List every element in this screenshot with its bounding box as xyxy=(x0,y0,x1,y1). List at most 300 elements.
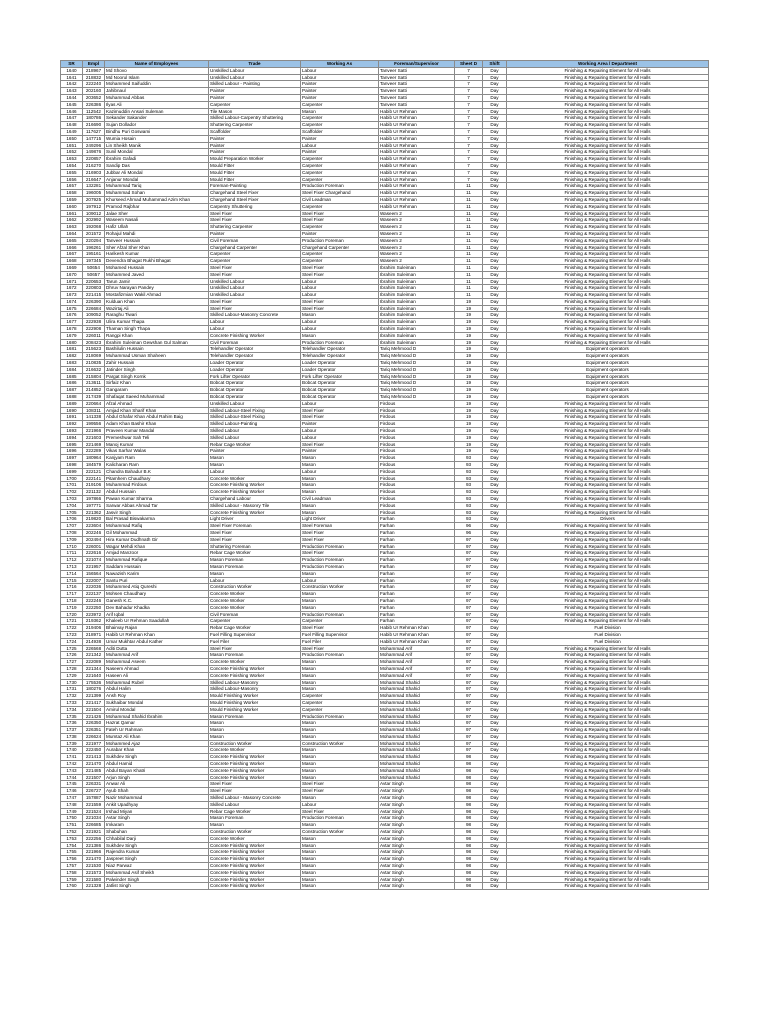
shift-cell[interactable]: Day xyxy=(483,550,507,557)
sheet-cell[interactable]: 7 xyxy=(455,115,483,122)
empl-cell[interactable]: 50654 xyxy=(83,264,105,271)
shift-cell[interactable]: Day xyxy=(483,468,507,475)
sheet-cell[interactable]: 19 xyxy=(455,319,483,326)
name-cell[interactable]: Bindhu Puri Goswami xyxy=(105,128,209,135)
sr-cell[interactable]: 1743 xyxy=(61,767,83,774)
working-as-cell[interactable]: Construction Worker xyxy=(301,829,379,836)
department-cell[interactable]: Finishing & Repairing Element for All Halls xyxy=(507,407,709,414)
empl-cell[interactable]: 226350 xyxy=(83,720,105,727)
table-row[interactable] xyxy=(61,258,709,265)
shift-cell[interactable]: Day xyxy=(483,747,507,754)
shift-cell[interactable]: Day xyxy=(483,713,507,720)
empl-cell[interactable]: 222616 xyxy=(83,550,105,557)
department-cell[interactable]: Finishing & Repairing Element for All Halls xyxy=(507,434,709,441)
empl-cell[interactable]: 222908 xyxy=(83,326,105,333)
sr-cell[interactable]: 1691 xyxy=(61,414,83,421)
working-as-cell[interactable]: Labour xyxy=(301,434,379,441)
empl-cell[interactable]: 213611 xyxy=(83,380,105,387)
foreman-cell[interactable]: Ibrahim Suleiman xyxy=(379,305,455,312)
department-cell[interactable]: Finishing & Repairing Element for All Halls xyxy=(507,428,709,435)
foreman-cell[interactable]: Habib Ur Rehman xyxy=(379,135,455,142)
table-row[interactable] xyxy=(61,842,709,849)
sheet-cell[interactable]: 11 xyxy=(455,258,483,265)
name-cell[interactable]: Abdul Hussain xyxy=(105,489,209,496)
shift-cell[interactable]: Day xyxy=(483,502,507,509)
name-cell[interactable]: Mostafizmian Wakil Ahmad xyxy=(105,292,209,299)
empl-cell[interactable]: 217439 xyxy=(83,394,105,401)
empl-cell[interactable]: 226727 xyxy=(83,788,105,795)
name-cell[interactable]: Abdul Hamid xyxy=(105,761,209,768)
empl-cell[interactable]: 221399 xyxy=(83,693,105,700)
working-as-cell[interactable]: Production Foreman xyxy=(301,563,379,570)
name-cell[interactable]: Mohammad Aseem xyxy=(105,659,209,666)
department-cell[interactable]: Finishing & Repairing Element for All Halls xyxy=(507,162,709,169)
foreman-cell[interactable]: Tariq Mehmood D xyxy=(379,346,455,353)
column-header-sr[interactable]: SR xyxy=(61,61,83,68)
sheet-cell[interactable]: 98 xyxy=(455,754,483,761)
department-cell[interactable]: Finishing & Repairing Element for All Halls xyxy=(507,210,709,217)
trade-cell[interactable]: Carpentry Shuttering xyxy=(209,203,301,210)
sr-cell[interactable]: 1714 xyxy=(61,570,83,577)
sheet-cell[interactable]: 97 xyxy=(455,536,483,543)
table-row[interactable] xyxy=(61,326,709,333)
sr-cell[interactable]: 1647 xyxy=(61,115,83,122)
shift-cell[interactable]: Day xyxy=(483,88,507,95)
shift-cell[interactable]: Day xyxy=(483,81,507,88)
empl-cell[interactable]: 221344 xyxy=(83,665,105,672)
foreman-cell[interactable]: Farhan xyxy=(379,557,455,564)
table-row[interactable] xyxy=(61,835,709,842)
sheet-cell[interactable]: 98 xyxy=(455,876,483,883)
table-row[interactable] xyxy=(61,108,709,115)
empl-cell[interactable]: 222089 xyxy=(83,659,105,666)
table-row[interactable] xyxy=(61,190,709,197)
table-row[interactable] xyxy=(61,822,709,829)
sr-cell[interactable]: 1701 xyxy=(61,482,83,489)
shift-cell[interactable]: Day xyxy=(483,428,507,435)
empl-cell[interactable]: 202246 xyxy=(83,529,105,536)
shift-cell[interactable]: Day xyxy=(483,210,507,217)
sheet-cell[interactable]: 93 xyxy=(455,502,483,509)
shift-cell[interactable]: Day xyxy=(483,162,507,169)
name-cell[interactable]: Palwinder Singh xyxy=(105,876,209,883)
sheet-cell[interactable]: 19 xyxy=(455,387,483,394)
sr-cell[interactable]: 1738 xyxy=(61,733,83,740)
sr-cell[interactable]: 1712 xyxy=(61,557,83,564)
department-cell[interactable]: Finishing & Repairing Element for All Halls xyxy=(507,149,709,156)
sheet-cell[interactable]: 7 xyxy=(455,149,483,156)
trade-cell[interactable]: Mould Finishing Worker xyxy=(209,693,301,700)
trade-cell[interactable]: Fuel Filling Supervisor xyxy=(209,631,301,638)
foreman-cell[interactable]: Mohammad Arif xyxy=(379,659,455,666)
working-as-cell[interactable]: Light Driver xyxy=(301,516,379,523)
working-as-cell[interactable]: Labour xyxy=(301,285,379,292)
empl-cell[interactable]: 222256 xyxy=(83,835,105,842)
name-cell[interactable]: Muhammad Arif xyxy=(105,652,209,659)
sheet-cell[interactable]: 19 xyxy=(455,400,483,407)
sheet-cell[interactable]: 98 xyxy=(455,842,483,849)
name-cell[interactable]: Muhammad Rafique xyxy=(105,557,209,564)
table-row[interactable] xyxy=(61,380,709,387)
name-cell[interactable]: Ibrahim Gafadi xyxy=(105,156,209,163)
working-as-cell[interactable]: Carpenter xyxy=(301,699,379,706)
empl-cell[interactable]: 215623 xyxy=(83,346,105,353)
empl-cell[interactable]: 222141 xyxy=(83,475,105,482)
sheet-cell[interactable]: 97 xyxy=(455,740,483,747)
trade-cell[interactable]: Shuttering Carpenter xyxy=(209,122,301,129)
empl-cell[interactable]: 221921 xyxy=(83,829,105,836)
department-cell[interactable]: Equipment operators xyxy=(507,366,709,373)
sr-cell[interactable]: 1747 xyxy=(61,795,83,802)
trade-cell[interactable]: Chargehand Labour xyxy=(209,496,301,503)
empl-cell[interactable]: 219406 xyxy=(83,625,105,632)
foreman-cell[interactable]: Avtar Singh xyxy=(379,822,455,829)
sheet-cell[interactable]: 97 xyxy=(455,625,483,632)
shift-cell[interactable]: Day xyxy=(483,686,507,693)
sr-cell[interactable]: 1688 xyxy=(61,394,83,401)
sr-cell[interactable]: 1735 xyxy=(61,713,83,720)
shift-cell[interactable]: Day xyxy=(483,169,507,176)
foreman-cell[interactable]: Habib Ur Rehman xyxy=(379,128,455,135)
sr-cell[interactable]: 1644 xyxy=(61,94,83,101)
shift-cell[interactable]: Day xyxy=(483,570,507,577)
department-cell[interactable]: Finishing & Repairing Element for All Halls xyxy=(507,672,709,679)
sr-cell[interactable]: 1727 xyxy=(61,659,83,666)
working-as-cell[interactable]: Fuel Filer xyxy=(301,638,379,645)
sr-cell[interactable]: 1711 xyxy=(61,550,83,557)
foreman-cell[interactable]: Farhan xyxy=(379,577,455,584)
sheet-cell[interactable]: 19 xyxy=(455,380,483,387)
working-as-cell[interactable]: Steel Fixer xyxy=(301,441,379,448)
trade-cell[interactable]: Labour xyxy=(209,326,301,333)
shift-cell[interactable]: Day xyxy=(483,829,507,836)
table-row[interactable] xyxy=(61,434,709,441)
sr-cell[interactable]: 1681 xyxy=(61,346,83,353)
trade-cell[interactable]: Mason Foreman xyxy=(209,557,301,564)
department-cell[interactable]: Finishing & Repairing Element for All Halls xyxy=(507,754,709,761)
empl-cell[interactable]: 221415 xyxy=(83,292,105,299)
sheet-cell[interactable]: 93 xyxy=(455,455,483,462)
working-as-cell[interactable]: Carpenter xyxy=(301,693,379,700)
empl-cell[interactable]: 221966 xyxy=(83,428,105,435)
working-as-cell[interactable]: Carpenter xyxy=(301,156,379,163)
foreman-cell[interactable]: Farhan xyxy=(379,543,455,550)
sr-cell[interactable]: 1693 xyxy=(61,428,83,435)
trade-cell[interactable]: Steel Fixer xyxy=(209,210,301,217)
department-cell[interactable]: Finishing & Repairing Element for All Halls xyxy=(507,618,709,625)
working-as-cell[interactable]: Painter xyxy=(301,135,379,142)
sheet-cell[interactable]: 98 xyxy=(455,781,483,788)
shift-cell[interactable]: Day xyxy=(483,407,507,414)
name-cell[interactable]: Sher Afzal Sher Khan xyxy=(105,244,209,251)
shift-cell[interactable]: Day xyxy=(483,462,507,469)
table-row[interactable] xyxy=(61,563,709,570)
sheet-cell[interactable]: 98 xyxy=(455,849,483,856)
department-cell[interactable]: Finishing & Repairing Element for All Halls xyxy=(507,258,709,265)
sr-cell[interactable]: 1656 xyxy=(61,176,83,183)
sr-cell[interactable]: 1678 xyxy=(61,326,83,333)
shift-cell[interactable]: Day xyxy=(483,67,507,74)
empl-cell[interactable]: 221640 xyxy=(83,672,105,679)
name-cell[interactable]: Md Shovo xyxy=(105,67,209,74)
foreman-cell[interactable]: Waseem 2 xyxy=(379,251,455,258)
trade-cell[interactable]: Concrete Finishing Worker xyxy=(209,754,301,761)
department-cell[interactable]: Equipment operators xyxy=(507,346,709,353)
sheet-cell[interactable]: 97 xyxy=(455,645,483,652)
empl-cell[interactable]: 223604 xyxy=(83,523,105,530)
department-cell[interactable]: Finishing & Repairing Element for All Halls xyxy=(507,122,709,129)
name-cell[interactable]: Vikas Sarhar Walas xyxy=(105,448,209,455)
trade-cell[interactable]: Painter xyxy=(209,142,301,149)
sheet-cell[interactable]: 19 xyxy=(455,428,483,435)
department-cell[interactable]: Finishing & Repairing Element for All Halls xyxy=(507,842,709,849)
name-cell[interactable]: Bashilulin Hussain xyxy=(105,346,209,353)
name-cell[interactable]: Avtar Singh xyxy=(105,815,209,822)
department-cell[interactable]: Finishing & Repairing Element for All Halls xyxy=(507,795,709,802)
department-cell[interactable]: Finishing & Repairing Element for All Halls xyxy=(507,203,709,210)
empl-cell[interactable]: 222246 xyxy=(83,597,105,604)
shift-cell[interactable]: Day xyxy=(483,611,507,618)
sheet-cell[interactable]: 97 xyxy=(455,672,483,679)
name-cell[interactable]: Saddam Hussain xyxy=(105,563,209,570)
trade-cell[interactable]: Bobcat Operator xyxy=(209,387,301,394)
shift-cell[interactable]: Day xyxy=(483,108,507,115)
name-cell[interactable]: Dev Bahadur Khadka xyxy=(105,604,209,611)
table-row[interactable] xyxy=(61,869,709,876)
table-row[interactable] xyxy=(61,536,709,543)
sheet-cell[interactable]: 19 xyxy=(455,434,483,441)
table-row[interactable] xyxy=(61,686,709,693)
sheet-cell[interactable]: 19 xyxy=(455,366,483,373)
empl-cell[interactable]: 203652 xyxy=(83,94,105,101)
working-as-cell[interactable]: Bobcat Operator xyxy=(301,394,379,401)
empl-cell[interactable]: 222450 xyxy=(83,747,105,754)
department-cell[interactable]: Finishing & Repairing Element for All Halls xyxy=(507,856,709,863)
foreman-cell[interactable]: Avtar Singh xyxy=(379,801,455,808)
trade-cell[interactable]: Concrete Finishing Worker xyxy=(209,869,301,876)
sr-cell[interactable]: 1689 xyxy=(61,400,83,407)
empl-cell[interactable]: 226351 xyxy=(83,727,105,734)
name-cell[interactable]: Dhruv Narayan Pandey xyxy=(105,285,209,292)
shift-cell[interactable]: Day xyxy=(483,74,507,81)
empl-cell[interactable]: 208423 xyxy=(83,339,105,346)
foreman-cell[interactable]: Firdous xyxy=(379,428,455,435)
sr-cell[interactable]: 1723 xyxy=(61,631,83,638)
table-row[interactable] xyxy=(61,421,709,428)
trade-cell[interactable]: Steel Fixer xyxy=(209,645,301,652)
department-cell[interactable]: Finishing & Repairing Element for All Halls xyxy=(507,482,709,489)
table-row[interactable] xyxy=(61,808,709,815)
empl-cell[interactable]: 117627 xyxy=(83,128,105,135)
empl-cell[interactable]: 196261 xyxy=(83,244,105,251)
table-row[interactable] xyxy=(61,509,709,516)
table-row[interactable] xyxy=(61,747,709,754)
trade-cell[interactable]: Steel Fixer xyxy=(209,264,301,271)
name-cell[interactable]: Jatlist Singh xyxy=(105,883,209,890)
department-cell[interactable]: Finishing & Repairing Element for All Halls xyxy=(507,747,709,754)
shift-cell[interactable]: Day xyxy=(483,672,507,679)
sr-cell[interactable]: 1684 xyxy=(61,366,83,373)
department-cell[interactable]: Equipment operators xyxy=(507,394,709,401)
empl-cell[interactable]: 201572 xyxy=(83,230,105,237)
sheet-cell[interactable]: 11 xyxy=(455,251,483,258)
sr-cell[interactable]: 1685 xyxy=(61,373,83,380)
sheet-cell[interactable]: 97 xyxy=(455,543,483,550)
sheet-cell[interactable]: 98 xyxy=(455,774,483,781)
sheet-cell[interactable]: 93 xyxy=(455,475,483,482)
shift-cell[interactable]: Day xyxy=(483,489,507,496)
table-row[interactable] xyxy=(61,665,709,672)
working-as-cell[interactable]: Carpenter xyxy=(301,203,379,210)
working-as-cell[interactable]: Mason xyxy=(301,659,379,666)
trade-cell[interactable]: Concrete Finishing Worker xyxy=(209,665,301,672)
trade-cell[interactable]: Mason xyxy=(209,727,301,734)
name-cell[interactable]: Mohammed Javed xyxy=(105,271,209,278)
working-as-cell[interactable]: Mason xyxy=(301,502,379,509)
sheet-cell[interactable]: 97 xyxy=(455,611,483,618)
working-as-cell[interactable]: Mason xyxy=(301,686,379,693)
table-row[interactable] xyxy=(61,298,709,305)
sr-cell[interactable]: 1643 xyxy=(61,88,83,95)
column-header-trade[interactable]: Trade xyxy=(209,61,301,68)
working-as-cell[interactable]: Mason xyxy=(301,604,379,611)
trade-cell[interactable]: Civil Foreman xyxy=(209,339,301,346)
trade-cell[interactable]: Steel Fixer xyxy=(209,529,301,536)
trade-cell[interactable]: Mason xyxy=(209,570,301,577)
name-cell[interactable]: Chhabilal Darji xyxy=(105,835,209,842)
working-as-cell[interactable]: Telehandler Operator xyxy=(301,353,379,360)
sheet-cell[interactable]: 7 xyxy=(455,81,483,88)
sr-cell[interactable]: 1742 xyxy=(61,761,83,768)
sheet-cell[interactable]: 97 xyxy=(455,631,483,638)
foreman-cell[interactable]: Firdous xyxy=(379,407,455,414)
working-as-cell[interactable]: Production Foreman xyxy=(301,611,379,618)
trade-cell[interactable]: Mason xyxy=(209,822,301,829)
department-cell[interactable]: Finishing & Repairing Element for All Halls xyxy=(507,713,709,720)
foreman-cell[interactable]: Firdous xyxy=(379,434,455,441)
table-row[interactable] xyxy=(61,400,709,407)
trade-cell[interactable]: Labour xyxy=(209,468,301,475)
working-as-cell[interactable]: Mason xyxy=(301,747,379,754)
sr-cell[interactable]: 1725 xyxy=(61,645,83,652)
department-cell[interactable]: Finishing & Repairing Element for All Halls xyxy=(507,883,709,890)
name-cell[interactable]: Arjun Singh xyxy=(105,774,209,781)
working-as-cell[interactable]: Mason xyxy=(301,767,379,774)
working-as-cell[interactable]: Mason xyxy=(301,842,379,849)
name-cell[interactable]: Muhammad Usman Shaheen xyxy=(105,353,209,360)
working-as-cell[interactable]: Painter xyxy=(301,448,379,455)
sheet-cell[interactable]: 93 xyxy=(455,462,483,469)
empl-cell[interactable]: 108311 xyxy=(83,407,105,414)
shift-cell[interactable]: Day xyxy=(483,774,507,781)
sr-cell[interactable]: 1754 xyxy=(61,842,83,849)
sheet-cell[interactable]: 98 xyxy=(455,795,483,802)
column-header-empl[interactable]: Empl xyxy=(83,61,105,68)
name-cell[interactable]: Mohsen Chaudhary xyxy=(105,591,209,598)
sr-cell[interactable]: 1661 xyxy=(61,210,83,217)
sr-cell[interactable]: 1706 xyxy=(61,516,83,523)
department-cell[interactable]: Finishing & Repairing Element for All Halls xyxy=(507,543,709,550)
working-as-cell[interactable]: Painter xyxy=(301,81,379,88)
sr-cell[interactable]: 1730 xyxy=(61,679,83,686)
foreman-cell[interactable]: Mohammad Arif xyxy=(379,645,455,652)
shift-cell[interactable]: Day xyxy=(483,326,507,333)
name-cell[interactable]: Muhammad Tariq xyxy=(105,183,209,190)
empl-cell[interactable]: 50657 xyxy=(83,271,105,278)
trade-cell[interactable]: Skilled Labour xyxy=(209,428,301,435)
shift-cell[interactable]: Day xyxy=(483,557,507,564)
department-cell[interactable]: Finishing & Repairing Element for All Halls xyxy=(507,142,709,149)
sheet-cell[interactable]: 7 xyxy=(455,122,483,129)
empl-cell[interactable]: 221470 xyxy=(83,856,105,863)
sr-cell[interactable]: 1662 xyxy=(61,217,83,224)
name-cell[interactable]: Mohammad Asif Sheikh xyxy=(105,869,209,876)
working-as-cell[interactable]: Mason xyxy=(301,822,379,829)
name-cell[interactable]: Gangaram xyxy=(105,387,209,394)
name-cell[interactable]: Rajendra Kumar xyxy=(105,849,209,856)
foreman-cell[interactable]: Firdous xyxy=(379,482,455,489)
sr-cell[interactable]: 1718 xyxy=(61,597,83,604)
working-as-cell[interactable]: Carpenter xyxy=(301,122,379,129)
foreman-cell[interactable]: Firdous xyxy=(379,475,455,482)
empl-cell[interactable]: 226390 xyxy=(83,298,105,305)
sr-cell[interactable]: 1728 xyxy=(61,665,83,672)
working-as-cell[interactable]: Mason xyxy=(301,863,379,870)
sr-cell[interactable]: 1760 xyxy=(61,883,83,890)
name-cell[interactable]: Md Noorul Islam xyxy=(105,74,209,81)
shift-cell[interactable]: Day xyxy=(483,475,507,482)
table-row[interactable] xyxy=(61,407,709,414)
shift-cell[interactable]: Day xyxy=(483,863,507,870)
empl-cell[interactable]: 184579 xyxy=(83,462,105,469)
sr-cell[interactable]: 1694 xyxy=(61,434,83,441)
sr-cell[interactable]: 1648 xyxy=(61,122,83,129)
foreman-cell[interactable]: Habib Ur Rehman xyxy=(379,196,455,203)
foreman-cell[interactable]: Tariq Mehmood D xyxy=(379,373,455,380)
sr-cell[interactable]: 1665 xyxy=(61,237,83,244)
department-cell[interactable]: Finishing & Repairing Element for All Halls xyxy=(507,679,709,686)
department-cell[interactable]: Finishing & Repairing Element for All Halls xyxy=(507,767,709,774)
sheet-cell[interactable]: 7 xyxy=(455,169,483,176)
table-row[interactable] xyxy=(61,706,709,713)
table-row[interactable] xyxy=(61,230,709,237)
foreman-cell[interactable]: Ibrahim Suleiman xyxy=(379,292,455,299)
trade-cell[interactable]: Steel Fixer xyxy=(209,271,301,278)
working-as-cell[interactable]: Steel Fixer xyxy=(301,781,379,788)
shift-cell[interactable]: Day xyxy=(483,373,507,380)
working-as-cell[interactable]: Production Foreman xyxy=(301,183,379,190)
trade-cell[interactable]: Carpenter xyxy=(209,618,301,625)
table-row[interactable] xyxy=(61,638,709,645)
foreman-cell[interactable]: Habib Ur Rehman xyxy=(379,183,455,190)
table-row[interactable] xyxy=(61,502,709,509)
working-as-cell[interactable]: Carpenter xyxy=(301,618,379,625)
table-row[interactable] xyxy=(61,319,709,326)
working-as-cell[interactable]: Chargehand Carpenter xyxy=(301,244,379,251)
working-as-cell[interactable]: Steel Fixer xyxy=(301,407,379,414)
foreman-cell[interactable]: Farhan xyxy=(379,550,455,557)
table-row[interactable] xyxy=(61,285,709,292)
table-row[interactable] xyxy=(61,774,709,781)
shift-cell[interactable]: Day xyxy=(483,529,507,536)
working-as-cell[interactable]: Carpenter xyxy=(301,169,379,176)
department-cell[interactable]: Finishing & Repairing Element for All Halls xyxy=(507,183,709,190)
sheet-cell[interactable]: 98 xyxy=(455,856,483,863)
name-cell[interactable]: Fateh Ur Rahman xyxy=(105,727,209,734)
name-cell[interactable]: Pramod Rajbhar xyxy=(105,203,209,210)
sr-cell[interactable]: 1664 xyxy=(61,230,83,237)
trade-cell[interactable]: Unskilled Labour xyxy=(209,74,301,81)
